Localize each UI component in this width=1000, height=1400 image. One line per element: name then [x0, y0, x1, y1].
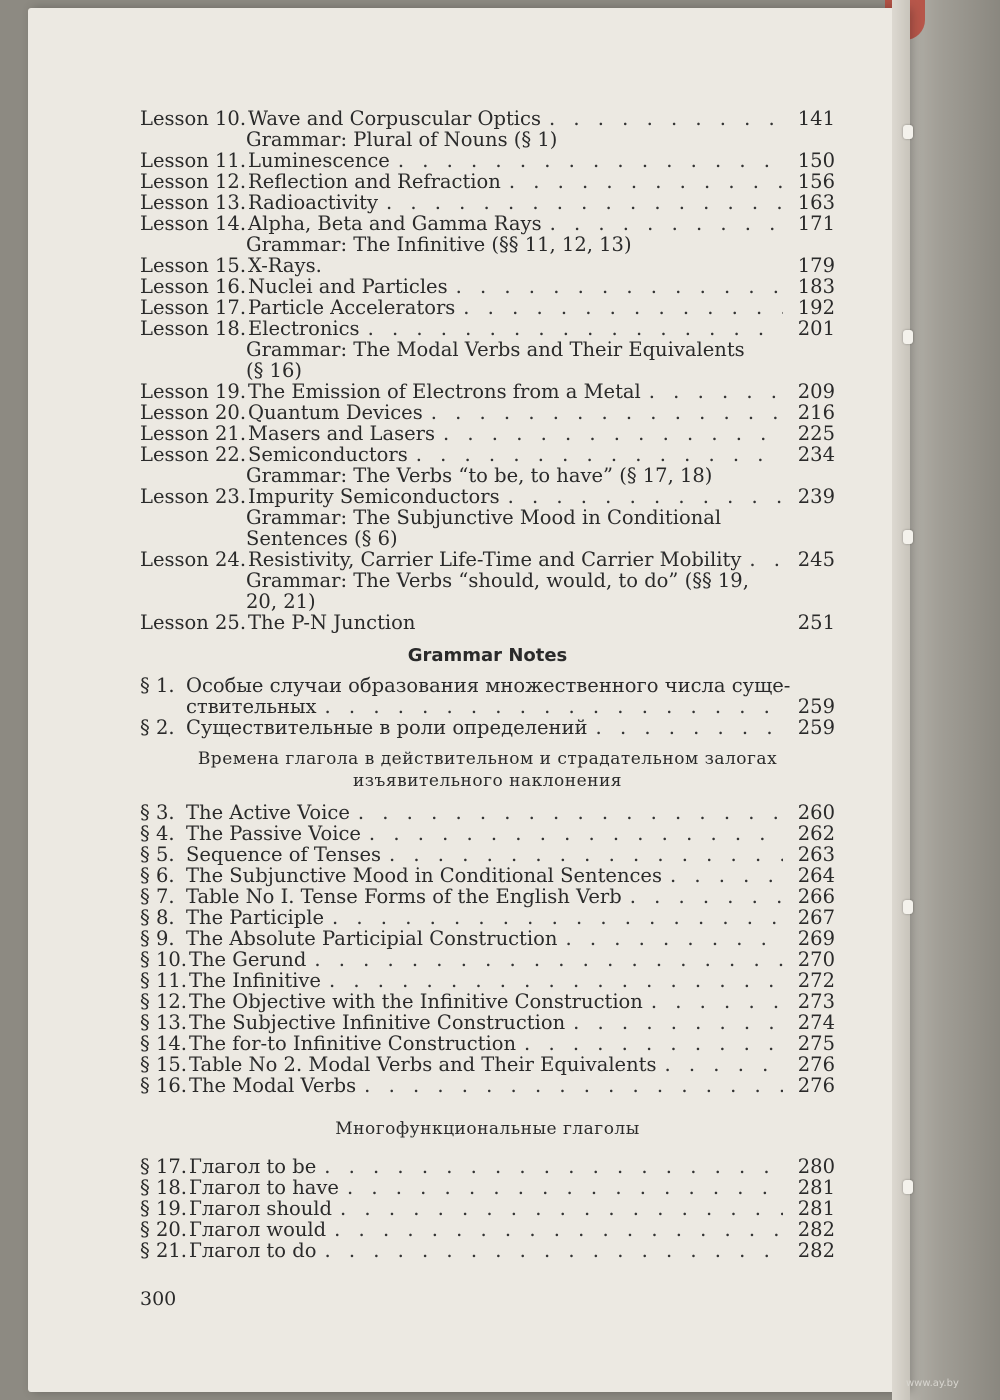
toc-entry-title: The Modal Verbs [188, 1074, 357, 1097]
leader-dots [524, 1033, 783, 1054]
toc-entry-title: Глагол to do [188, 1239, 317, 1262]
leader-dots [549, 108, 783, 129]
toc-entry-title: Глагол would [188, 1218, 327, 1241]
binding-stitch [903, 530, 913, 544]
toc-entry-title: The Objective with the Infinitive Construction [188, 990, 643, 1013]
leader-dots [369, 823, 783, 844]
toc-entry [140, 823, 835, 844]
toc-entry-page: 274 [797, 1011, 835, 1034]
toc-entry-page: 270 [797, 948, 835, 971]
toc-entry [140, 1177, 835, 1198]
toc-subentry: Grammar: The Verbs “should, would, to do” (§§ 19, [246, 569, 749, 592]
binding-stitch [903, 330, 913, 344]
leader-dots [565, 928, 783, 949]
leader-dots [325, 696, 783, 717]
toc-entry-title: Table No 2. Modal Verbs and Their Equivalents [188, 1053, 657, 1076]
toc-entry-number: § 14. [140, 1032, 187, 1055]
toc-subentry: Grammar: The Infinitive (§§ 11, 12, 13) [246, 233, 632, 256]
toc-entry [140, 276, 835, 297]
toc-entry-number: Lesson 25. [140, 611, 247, 634]
toc-entry [140, 1054, 835, 1075]
toc-entry-number: § 8. [140, 906, 175, 929]
leader-dots [329, 970, 783, 991]
toc-entry-title: Wave and Corpuscular Optics [248, 107, 541, 130]
leader-dots [386, 192, 783, 213]
toc-entry-title: Particle Accelerators [248, 296, 456, 319]
toc-entry-number: Lesson 23. [140, 485, 247, 508]
toc-entry-number: Lesson 22. [140, 443, 247, 466]
leader-dots [416, 444, 783, 465]
toc-entry [140, 1219, 835, 1240]
toc-entry [140, 928, 835, 949]
toc-entry [140, 402, 835, 423]
toc-entry [140, 297, 835, 318]
toc-subentry: Grammar: The Verbs “to be, to have” (§ 17, 18) [246, 464, 713, 487]
toc-entry [140, 171, 835, 192]
toc-entry-page: 179 [797, 254, 835, 277]
toc-entry [140, 1012, 835, 1033]
toc-entry-page: 275 [797, 1032, 835, 1055]
toc-entry-number: Lesson 16. [140, 275, 247, 298]
leader-dots [347, 1177, 783, 1198]
toc-entry [140, 1075, 835, 1096]
toc-entry-number: Lesson 10. [140, 107, 247, 130]
toc-entry-page: 245 [797, 548, 835, 571]
toc-entry-page: 259 [797, 716, 835, 739]
toc-entry-number: Lesson 21. [140, 422, 247, 445]
toc-entry-title: Особые случаи образования множественного числа суще- [186, 674, 791, 697]
leader-dots [651, 991, 783, 1012]
toc-entry-title: Luminescence [248, 149, 390, 172]
toc-entry-number: § 3. [140, 801, 175, 824]
toc-entry [140, 1198, 835, 1219]
leader-dots [509, 171, 783, 192]
toc-entry-title: Alpha, Beta and Gamma Rays [248, 212, 542, 235]
leader-dots [389, 844, 783, 865]
leader-dots [508, 486, 783, 507]
toc-entry-page: 225 [797, 422, 835, 445]
toc-entry-number: Lesson 24. [140, 548, 247, 571]
table-of-contents [140, 108, 835, 1261]
toc-entry-title: The Passive Voice [186, 822, 361, 845]
leader-dots [431, 402, 783, 423]
toc-entry-page: 267 [797, 906, 835, 929]
toc-entry-page: 201 [797, 317, 835, 340]
toc-entry [140, 423, 835, 444]
leader-dots [314, 949, 783, 970]
toc-entry-page: 260 [797, 801, 835, 824]
leader-dots [670, 865, 783, 886]
toc-entry-page: 209 [797, 380, 835, 403]
multifunctional-verbs-heading: Многофункциональные глаголы [335, 1119, 640, 1139]
toc-entry-page: 276 [797, 1074, 835, 1097]
toc-subentry: Sentences (§ 6) [246, 527, 398, 550]
toc-entry-title: ствительных [186, 695, 317, 718]
toc-entry-title: Resistivity, Carrier Life-Time and Carrier Mobility [248, 548, 742, 571]
leader-dots [368, 318, 783, 339]
toc-entry [140, 886, 835, 907]
toc-entry-number: Lesson 19. [140, 380, 247, 403]
toc-entry-number: Lesson 11. [140, 149, 247, 172]
toc-entry-title: Electronics [248, 317, 360, 340]
toc-entry-number: Lesson 12. [140, 170, 247, 193]
toc-entry-page: 282 [797, 1218, 835, 1241]
toc-entry-page: 183 [797, 275, 835, 298]
watermark: www.ay.by [906, 1378, 959, 1389]
toc-entry-number: § 9. [140, 927, 175, 950]
leader-dots [630, 886, 783, 907]
leader-dots [398, 150, 783, 171]
leader-dots [443, 423, 783, 444]
toc-entry [140, 549, 835, 570]
page-number: 300 [140, 1288, 177, 1310]
toc-entry-number: § 17. [140, 1155, 187, 1178]
toc-entry-title: The Subjunctive Mood in Conditional Sentences [186, 864, 662, 887]
leader-dots [596, 717, 783, 738]
leader-dots [649, 381, 783, 402]
toc-entry-title: Nuclei and Particles [248, 275, 448, 298]
toc-entry-title: Существительные в роли определений [186, 716, 588, 739]
toc-entry-title: The Gerund [188, 948, 307, 971]
toc-entry-title: Table No I. Tense Forms of the English Verb [186, 885, 622, 908]
toc-entry-title: Masers and Lasers [248, 422, 435, 445]
toc-entry [140, 865, 835, 886]
toc-entry-title: The Infinitive [188, 969, 321, 992]
toc-subentry: Grammar: Plural of Nouns (§ 1) [246, 128, 558, 151]
toc-entry-page: 281 [797, 1176, 835, 1199]
toc-subentry: Grammar: The Modal Verbs and Their Equivalents [246, 338, 745, 361]
toc-entry [140, 1156, 835, 1177]
toc-entry-page: 280 [797, 1155, 835, 1178]
toc-entry [140, 844, 835, 865]
toc-entry-number: § 7. [140, 885, 175, 908]
toc-entry-number: Lesson 17. [140, 296, 247, 319]
toc-entry-number: § 5. [140, 843, 175, 866]
toc-entry-page: 273 [797, 990, 835, 1013]
toc-entry [140, 675, 835, 696]
leader-dots [358, 802, 783, 823]
multifunctional-verbs-list [140, 1156, 835, 1261]
leader-dots [665, 1054, 783, 1075]
toc-entry-number: § 18. [140, 1176, 187, 1199]
toc-entry-number: § 10. [140, 948, 187, 971]
binding-stitch [903, 1180, 913, 1194]
toc-entry [140, 802, 835, 823]
toc-entry-title: The Active Voice [186, 801, 350, 824]
toc-entry-number: § 15. [140, 1053, 187, 1076]
toc-entry-number: § 1. [140, 674, 175, 697]
binding-stitch [903, 125, 913, 139]
toc-entry [140, 696, 835, 717]
toc-entry [140, 486, 835, 507]
toc-entry-title: Глагол should [188, 1197, 333, 1220]
toc-entry [140, 381, 835, 402]
toc-entry [140, 949, 835, 970]
toc-entry [140, 108, 835, 129]
tenses-heading-line1: Времена глагола в действительном и страдательном залогах [197, 749, 778, 769]
grammar-notes-heading: Grammar Notes [407, 645, 568, 666]
toc-entry-page: 156 [797, 170, 835, 193]
toc-entry-title: Reflection and Refraction [248, 170, 501, 193]
toc-entry-number: § 21. [140, 1239, 187, 1262]
toc-entry-title: Quantum Devices [248, 401, 423, 424]
toc-entry-title: Semiconductors [248, 443, 408, 466]
toc-entry-title: The Subjective Infinitive Construction [188, 1011, 566, 1034]
toc-entry-number: § 2. [140, 716, 175, 739]
grammar-intro-list [140, 675, 835, 738]
toc-entry [140, 318, 835, 339]
toc-entry-title: The Participle [186, 906, 324, 929]
toc-entry-page: 263 [797, 843, 835, 866]
toc-entry-number: § 16. [140, 1074, 187, 1097]
tenses-heading [140, 748, 835, 792]
toc-entry-number: § 6. [140, 864, 175, 887]
leader-dots [749, 549, 783, 570]
toc-entry-page: 234 [797, 443, 835, 466]
leader-dots [332, 907, 783, 928]
toc-entry-page: 141 [797, 107, 835, 130]
leader-dots [364, 1075, 783, 1096]
toc-entry-page: 281 [797, 1197, 835, 1220]
toc-entry-number: Lesson 15. [140, 254, 247, 277]
toc-entry-number: § 20. [140, 1218, 187, 1241]
leader-dots [324, 1240, 783, 1261]
leader-dots [456, 276, 783, 297]
toc-entry-page: 192 [797, 296, 835, 319]
toc-entry-page: 272 [797, 969, 835, 992]
leader-dots [340, 1198, 783, 1219]
toc-entry-number: § 13. [140, 1011, 187, 1034]
toc-entry-page: 259 [797, 695, 835, 718]
lessons-list [140, 108, 835, 633]
leader-dots [334, 1219, 783, 1240]
toc-entry [140, 150, 835, 171]
toc-entry-number: § 19. [140, 1197, 187, 1220]
toc-entry-title: The P-N Junction [248, 611, 416, 634]
toc-entry-title: X-Rays. [248, 254, 322, 277]
toc-entry-page: 171 [797, 212, 835, 235]
toc-entry [140, 1240, 835, 1261]
toc-entry [140, 255, 835, 276]
leader-dots [324, 1156, 783, 1177]
toc-entry-page: 251 [797, 611, 835, 634]
toc-entry-number: § 4. [140, 822, 175, 845]
toc-entry-page: 282 [797, 1239, 835, 1262]
toc-entry-number: Lesson 20. [140, 401, 247, 424]
toc-entry-title: Impurity Semiconductors [248, 485, 500, 508]
toc-entry-page: 264 [797, 864, 835, 887]
toc-entry [140, 213, 835, 234]
toc-entry-number: § 12. [140, 990, 187, 1013]
toc-entry-page: 276 [797, 1053, 835, 1076]
toc-entry-number: § 11. [140, 969, 187, 992]
toc-entry [140, 612, 835, 633]
toc-entry-page: 262 [797, 822, 835, 845]
toc-entry-title: Radioactivity [248, 191, 378, 214]
toc-entry-title: Глагол to have [188, 1176, 339, 1199]
toc-entry [140, 192, 835, 213]
toc-entry-number: Lesson 14. [140, 212, 247, 235]
toc-entry-title: The Absolute Participial Construction [186, 927, 558, 950]
toc-subentry: 20, 21) [246, 590, 316, 613]
toc-entry-title: Глагол to be [188, 1155, 317, 1178]
toc-entry [140, 907, 835, 928]
toc-entry-title: The Emission of Electrons from a Metal [248, 380, 641, 403]
toc-entry-page: 150 [797, 149, 835, 172]
leader-dots [463, 297, 783, 318]
tenses-heading-line2: изъявительного наклонения [352, 771, 623, 791]
toc-entry [140, 717, 835, 738]
toc-entry-page: 163 [797, 191, 835, 214]
toc-entry-number: Lesson 18. [140, 317, 247, 340]
leader-dots [550, 213, 783, 234]
toc-entry-page: 266 [797, 885, 835, 908]
grammar-sections-list [140, 802, 835, 1096]
toc-entry-title: Sequence of Tenses [186, 843, 381, 866]
toc-entry [140, 970, 835, 991]
toc-entry-page: 269 [797, 927, 835, 950]
background-right [900, 0, 1000, 1400]
toc-entry-page: 216 [797, 401, 835, 424]
toc-subentry: (§ 16) [246, 359, 302, 382]
toc-subentry: Grammar: The Subjunctive Mood in Conditional [246, 506, 722, 529]
binding-stitch [903, 900, 913, 914]
leader-dots [573, 1012, 783, 1033]
toc-entry [140, 444, 835, 465]
toc-entry-number: Lesson 13. [140, 191, 247, 214]
toc-entry-page: 239 [797, 485, 835, 508]
toc-entry [140, 1033, 835, 1054]
toc-entry [140, 991, 835, 1012]
toc-entry-title: The for-to Infinitive Construction [188, 1032, 517, 1055]
